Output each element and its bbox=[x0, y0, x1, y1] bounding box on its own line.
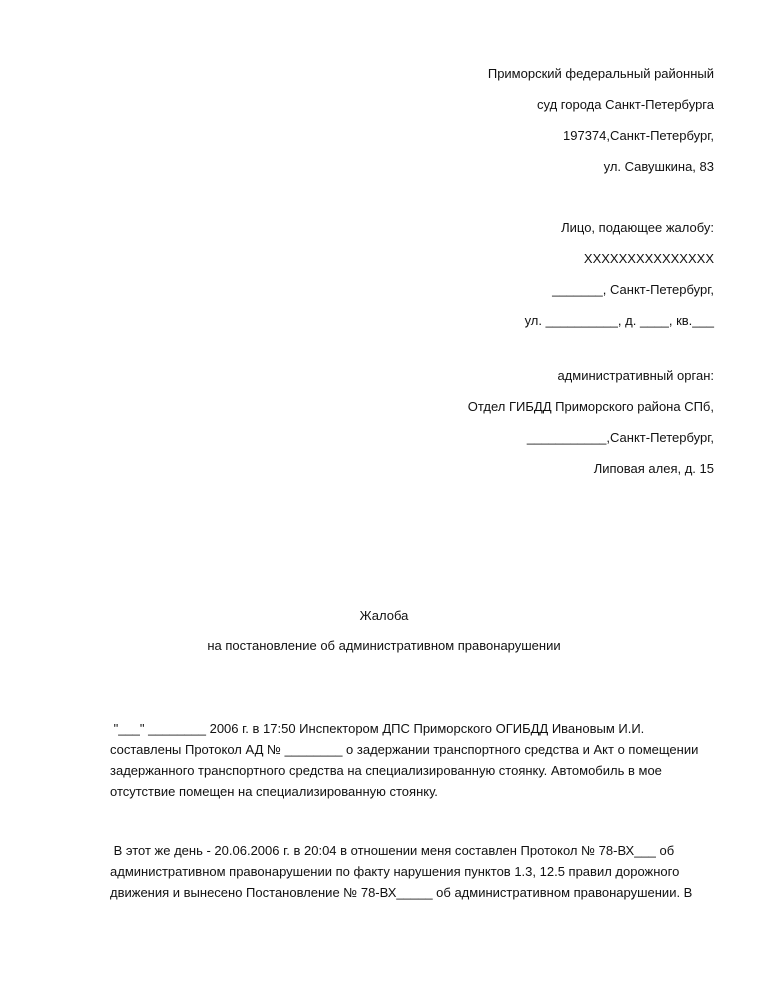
paragraph-line: составлены Протокол АД № ________ о задержании транспортного средства и Акт о помещении bbox=[110, 742, 699, 757]
court-address-block bbox=[488, 58, 714, 182]
court-street-line: ул. Савушкина, 83 bbox=[603, 159, 714, 174]
court-postal-line: 197374,Санкт-Петербург, bbox=[563, 128, 714, 143]
complaint-subtitle: на постановление об административном правонарушении bbox=[207, 638, 561, 653]
body-paragraph-1 bbox=[110, 718, 710, 802]
administrative-body-label: административный орган: bbox=[557, 368, 714, 383]
administrative-body-block bbox=[468, 360, 714, 484]
court-name-line-2: суд города Санкт-Петербурга bbox=[537, 97, 714, 112]
administrative-body-city-line: ___________,Санкт-Петербург, bbox=[526, 430, 714, 445]
paragraph-line: задержанного транспортного средства на специализированную стоянку. Автомобиль в мое bbox=[110, 763, 662, 778]
paragraph-line: отсутствие помещен на специализированную стоянку. bbox=[110, 784, 438, 799]
administrative-body-name: Отдел ГИБДД Приморского района СПб, bbox=[467, 399, 714, 414]
court-name-line-1: Приморский федеральный районный bbox=[487, 66, 714, 81]
applicant-label: Лицо, подающее жалобу: bbox=[561, 220, 714, 235]
applicant-name: XXXXXXXXXXXXXXX bbox=[583, 251, 714, 266]
paragraph-line: административном правонарушении по факту нарушения пунктов 1.3, 12.5 правил дорожного bbox=[110, 864, 680, 879]
paragraph-line: "___" ________ 2006 г. в 17:50 Инспектором ДПС Приморского ОГИБДД Ивановым И.И. bbox=[110, 721, 645, 736]
applicant-city-line: _______, Санкт-Петербург, bbox=[552, 282, 714, 297]
applicant-address-block bbox=[525, 212, 714, 336]
paragraph-line: В этот же день - 20.06.2006 г. в 20:04 в отношении меня составлен Протокол № 78-ВХ___ об bbox=[110, 843, 675, 858]
paragraph-line: движения и вынесено Постановление № 78-ВХ_____ об административном правонарушении. В bbox=[110, 885, 693, 900]
applicant-street-line: ул. __________, д. ____, кв.___ bbox=[524, 313, 714, 328]
administrative-body-street-line: Липовая алея, д. 15 bbox=[593, 461, 714, 476]
complaint-title: Жалоба bbox=[359, 608, 409, 623]
body-paragraph-2 bbox=[110, 840, 710, 903]
